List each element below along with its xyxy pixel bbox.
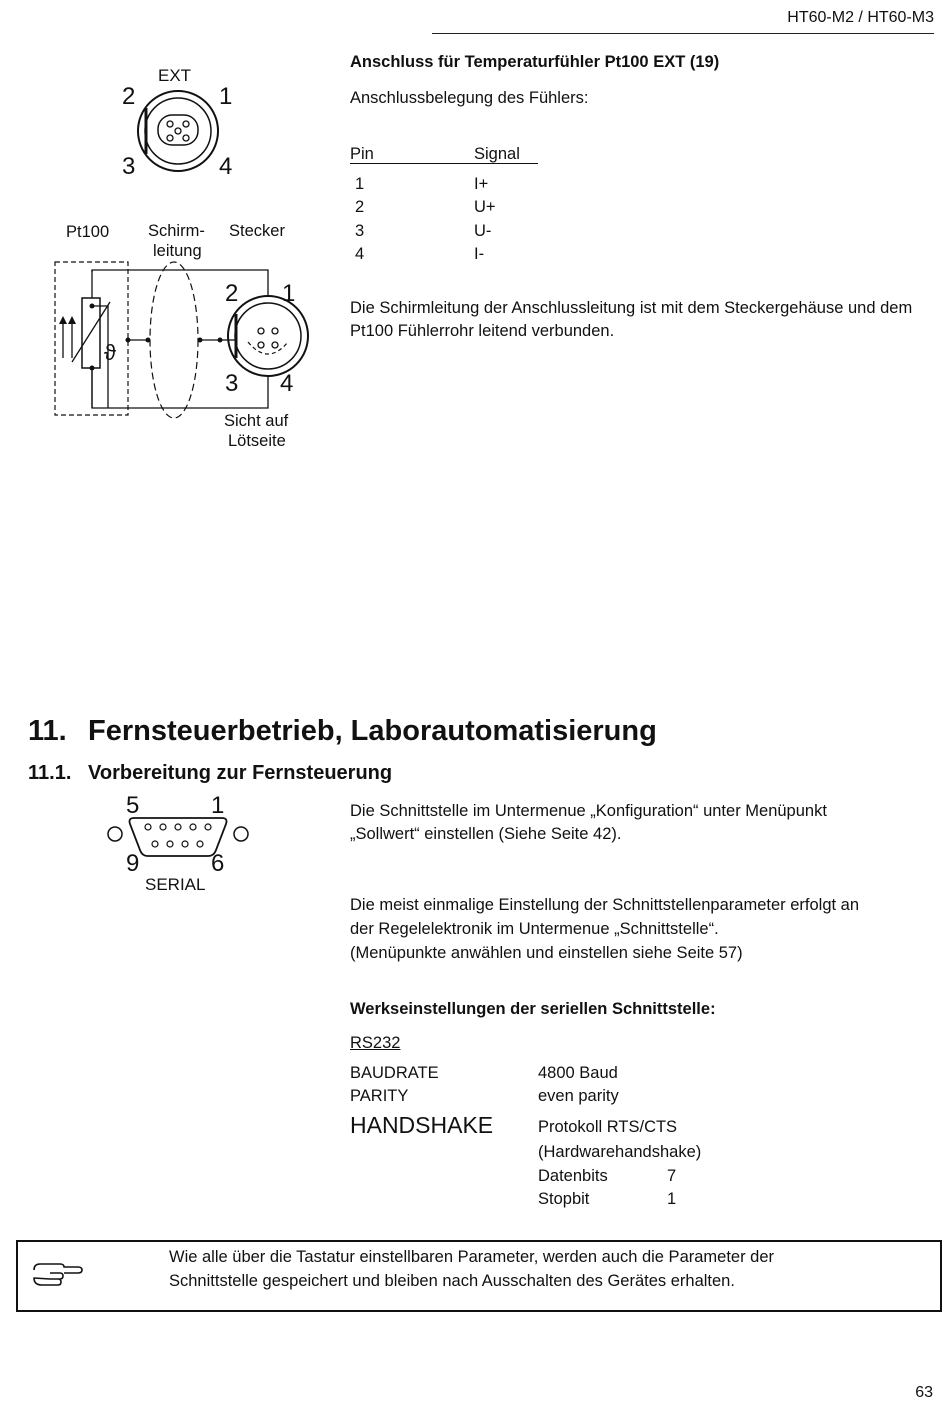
note-line1: Wie alle über die Tastatur einstellbaren Parameter, werden auch die Parameter der (169, 1248, 775, 1266)
table-row-signal: I- (474, 245, 485, 263)
ext-section-title: Anschluss für Temperaturfühler Pt100 EXT (19) (350, 53, 720, 71)
plug-pin-bl: 3 (225, 370, 239, 397)
shield-note: Die Schirmleitung der Anschlussleitung ist mit dem Steckergehäuse und dem Pt100 Fühlerrohr leitend verbunden. (350, 299, 913, 340)
table-row-signal: I+ (474, 175, 489, 193)
ext-connector-label: EXT (158, 66, 192, 85)
databits-label: Datenbits (538, 1167, 608, 1185)
ext-connector-icon (130, 86, 230, 176)
table-row-signal: U- (474, 222, 492, 240)
parameter-paragraph-line3: (Menüpunkte anwählen und einstellen siehe Seite 57) (350, 944, 743, 962)
header-rule (432, 33, 934, 34)
table-header-underline (350, 163, 538, 164)
table-row-pin: 4 (355, 245, 365, 263)
handshake-label: HANDSHAKE (350, 1112, 494, 1138)
label-view-line1: Sicht auf (224, 412, 289, 430)
table-row-pin: 2 (355, 198, 365, 216)
page-number: 63 (915, 1384, 933, 1401)
interface-paragraph: Die Schnittstelle im Untermenue „Konfiguration“ unter Menüpunkt „Sollwert“ einstellen (Siehe Seite 42). (350, 802, 827, 843)
stopbit-label: Stopbit (538, 1190, 590, 1208)
serial-connector-icon (104, 812, 264, 862)
serial-pin-tl: 5 (126, 792, 140, 819)
serial-pin-br: 6 (211, 850, 225, 877)
chapter-number: 11. (28, 715, 67, 747)
ext-pin-bl: 3 (122, 153, 136, 180)
table-row-pin: 3 (355, 222, 365, 240)
ext-pin-tr: 1 (219, 83, 233, 110)
stopbit-value: 1 (667, 1190, 677, 1208)
note-box (16, 1240, 942, 1312)
ext-section-subtitle: Anschlussbelegung des Fühlers: (350, 89, 589, 107)
plug-pin-tr: 1 (282, 280, 296, 307)
chapter-title: Fernsteuerbetrieb, Laborautomatisierung (88, 715, 657, 747)
parameter-paragraph-line1: Die meist einmalige Einstellung der Schnittstellenparameter erfolgt an (350, 896, 860, 914)
plug-pin-tl: 2 (225, 280, 239, 307)
signal-column-header: Signal (474, 145, 520, 163)
baudrate-label: BAUDRATE (350, 1064, 439, 1082)
label-shield-line1: Schirm- (148, 222, 205, 240)
pin-column-header: Pin (350, 145, 374, 163)
section-number: 11.1. (28, 762, 72, 784)
theta-symbol: ϑ (104, 340, 117, 365)
parity-label: PARITY (350, 1087, 409, 1105)
serial-label: SERIAL (145, 875, 206, 894)
label-pt100: Pt100 (66, 223, 110, 241)
label-plug: Stecker (229, 222, 285, 240)
factory-settings-title: Werkseinstellungen der seriellen Schnittstelle: (350, 1000, 716, 1018)
interface-type: RS232 (350, 1034, 401, 1052)
serial-pin-bl: 9 (126, 850, 140, 877)
handshake-value-line2: (Hardwarehandshake) (538, 1143, 702, 1161)
pointing-hand-icon (30, 1260, 86, 1290)
parameter-paragraph-line2: der Regelelektronik im Untermenue „Schnittstelle“. (350, 920, 719, 938)
header-model: HT60-M2 / HT60-M3 (787, 9, 934, 26)
serial-pin-tr: 1 (211, 792, 225, 819)
plug-pin-br: 4 (280, 370, 294, 397)
wiring-diagram (50, 258, 370, 428)
handshake-value-line1: Protokoll RTS/CTS (538, 1118, 678, 1136)
table-row-signal: U+ (474, 198, 496, 216)
label-shield-line2: leitung (153, 242, 202, 260)
databits-value: 7 (667, 1167, 677, 1185)
label-view-line2: Lötseite (228, 432, 286, 450)
section-title: Vorbereitung zur Fernsteuerung (88, 762, 393, 784)
baudrate-value: 4800 Baud (538, 1064, 618, 1082)
table-row-pin: 1 (355, 175, 365, 193)
ext-pin-br: 4 (219, 153, 233, 180)
note-line2: Schnittstelle gespeichert und bleiben nach Ausschalten des Gerätes erhalten. (169, 1272, 735, 1290)
parity-value: even parity (538, 1087, 619, 1105)
ext-pin-tl: 2 (122, 83, 136, 110)
